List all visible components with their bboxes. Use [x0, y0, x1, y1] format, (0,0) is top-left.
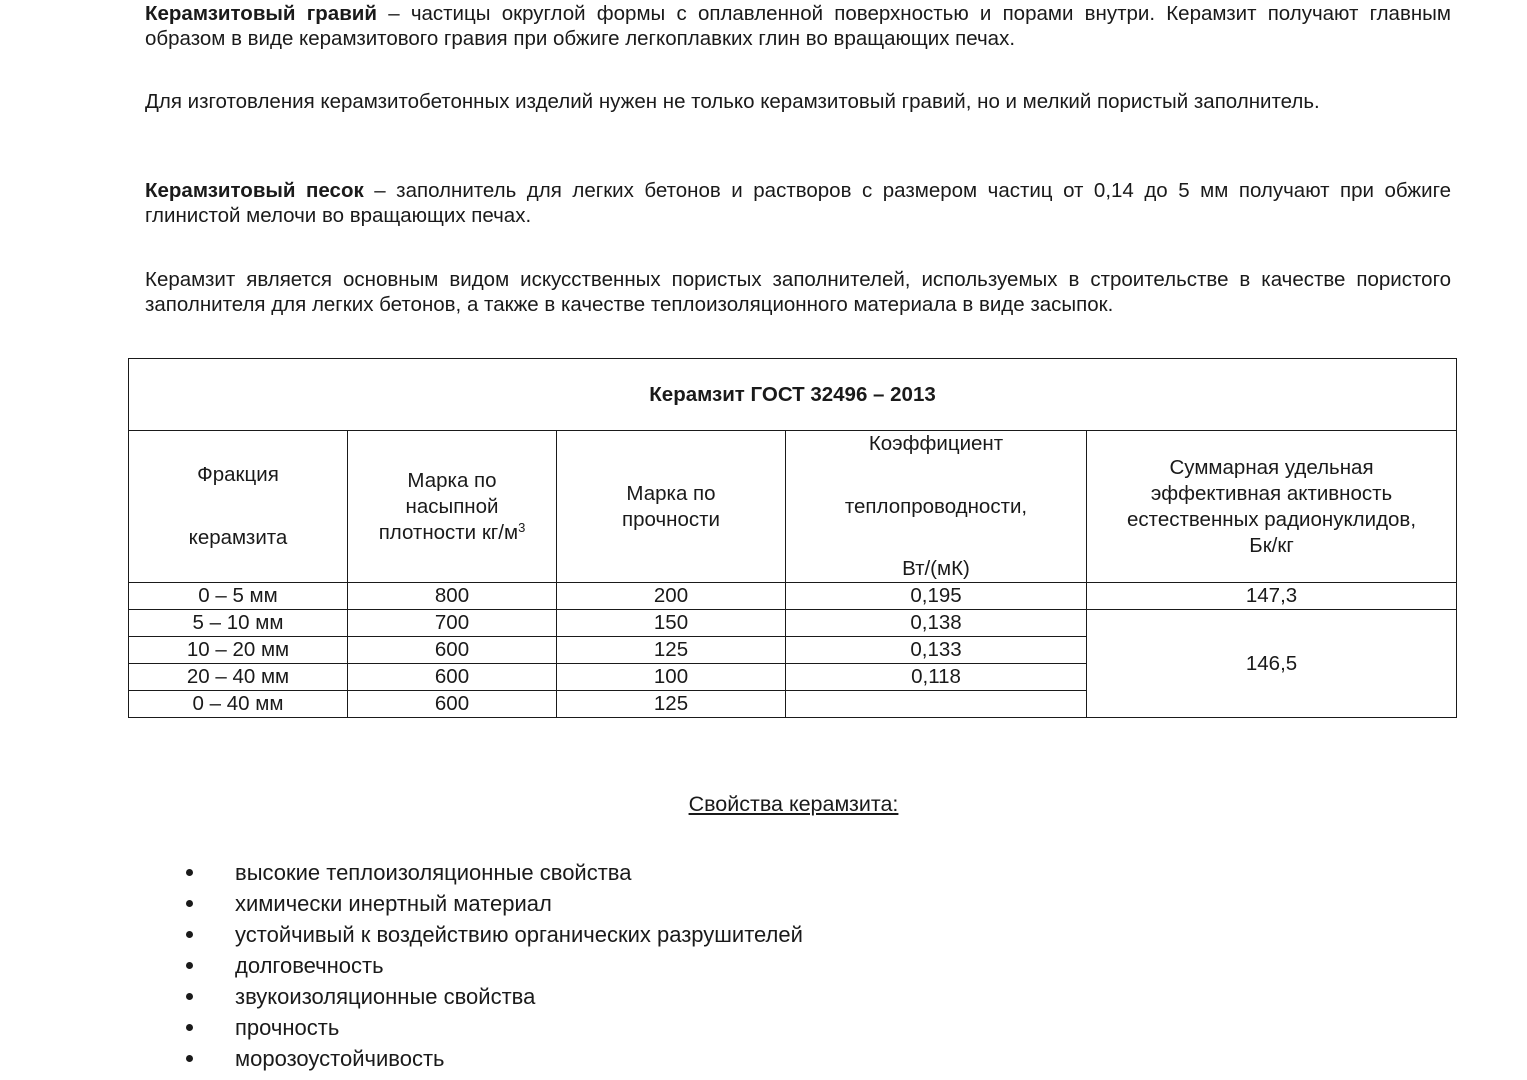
paragraph-claydite	[145, 267, 1451, 317]
bullet-icon	[186, 931, 193, 938]
properties-title: Свойства керамзита:	[688, 792, 899, 816]
cell-density: 800	[348, 583, 557, 610]
header-activity	[1087, 431, 1457, 583]
header-strength-line2: прочности	[622, 507, 720, 531]
header-activity-line4: Бк/кг	[1249, 533, 1294, 557]
header-conductivity-line3: Вт/(мК)	[902, 557, 970, 580]
header-conductivity	[786, 431, 1087, 583]
cell-density: 600	[348, 664, 557, 691]
list-item-text: долговечность	[235, 953, 384, 978]
table-title: Керамзит ГОСТ 32496 – 2013	[129, 359, 1457, 431]
cell-conductivity	[786, 691, 1087, 718]
paragraph-claydite-text: Керамзит является основным видом искусственных пористых заполнителей, используемых в строительстве в качестве пористого заполнителя для легких бетонов, а также в качестве теплоизоляционного материала в виде засыпок.	[145, 268, 1451, 316]
cell-fraction: 5 – 10 мм	[129, 610, 348, 637]
header-activity-line3: естественных радионуклидов,	[1127, 507, 1417, 531]
paragraph-filler-text: Для изготовления керамзитобетонных изделий нужен не только керамзитовый гравий, но и мелкий пористый заполнитель.	[145, 90, 1320, 113]
cell-fraction: 0 – 40 мм	[129, 691, 348, 718]
header-conductivity-line2: теплопроводности,	[844, 495, 1028, 518]
cell-conductivity: 0,138	[786, 610, 1087, 637]
header-activity-line2: эффективная активность	[1150, 481, 1393, 505]
list-item-text: звукоизоляционные свойства	[235, 984, 536, 1009]
header-fraction	[129, 431, 348, 583]
term-gravel: Керамзитовый гравий	[145, 2, 378, 25]
cell-density: 600	[348, 637, 557, 664]
header-strength	[557, 431, 786, 583]
bullet-icon	[186, 869, 193, 876]
header-density-sup: 3	[518, 519, 526, 535]
cell-strength: 200	[557, 583, 786, 610]
header-strength-line1: Марка по	[626, 481, 716, 505]
header-density-line3: плотности кг/м	[378, 520, 519, 544]
cell-conductivity: 0,118	[786, 664, 1087, 691]
list-item-text: морозоустойчивость	[235, 1046, 445, 1071]
gost-table	[128, 358, 1457, 718]
list-item	[183, 1012, 803, 1043]
list-item-text: прочность	[235, 1015, 340, 1040]
table-row	[129, 583, 1457, 610]
cell-density: 600	[348, 691, 557, 718]
list-item-text: устойчивый к воздействию органических разрушителей	[235, 922, 803, 947]
paragraph-sand-text: – заполнитель для легких бетонов и растворов с размером частиц от 0,14 до 5 мм получают при обжиге глинистой мелочи во вращающих печах.	[145, 179, 1451, 227]
cell-strength: 125	[557, 691, 786, 718]
list-item	[183, 1043, 803, 1074]
bullet-icon	[186, 1024, 193, 1031]
cell-fraction: 0 – 5 мм	[129, 583, 348, 610]
paragraph-sand	[145, 178, 1451, 228]
header-density-line2: насыпной	[405, 494, 499, 518]
bullet-icon	[186, 962, 193, 969]
header-fraction-line1: Фракция	[197, 463, 279, 486]
cell-fraction: 10 – 20 мм	[129, 637, 348, 664]
header-conductivity-line1: Коэффициент	[868, 432, 1004, 455]
list-item	[183, 857, 803, 888]
list-item-text: высокие теплоизоляционные свойства	[235, 860, 632, 885]
list-item	[183, 919, 803, 950]
header-fraction-line2: керамзита	[188, 526, 288, 549]
term-sand: Керамзитовый песок	[145, 179, 364, 202]
bullet-icon	[186, 900, 193, 907]
paragraph-gravel	[145, 1, 1451, 51]
header-activity-line1: Суммарная удельная	[1169, 455, 1374, 479]
cell-activity: 147,3	[1087, 583, 1457, 610]
header-density	[348, 431, 557, 583]
list-item-text: химически инертный материал	[235, 891, 552, 916]
properties-list	[183, 857, 803, 1074]
list-item	[183, 981, 803, 1012]
table-row	[129, 610, 1457, 637]
bullet-icon	[186, 993, 193, 1000]
cell-fraction: 20 – 40 мм	[129, 664, 348, 691]
cell-conductivity: 0,195	[786, 583, 1087, 610]
list-item	[183, 950, 803, 981]
table-header-row	[129, 431, 1457, 583]
list-item	[183, 888, 803, 919]
cell-conductivity: 0,133	[786, 637, 1087, 664]
cell-strength: 100	[557, 664, 786, 691]
header-density-line1: Марка по	[407, 468, 497, 492]
paragraph-filler	[145, 89, 1451, 114]
paragraph-gravel-text: – частицы округлой формы с оплавленной поверхностью и порами внутри. Керамзит получают главным образом в виде керамзитового гравия при обжиге легкоплавких глин во вращающих печах.	[145, 2, 1451, 50]
cell-strength: 150	[557, 610, 786, 637]
cell-density: 700	[348, 610, 557, 637]
cell-activity-merged: 146,5	[1087, 610, 1457, 718]
bullet-icon	[186, 1055, 193, 1062]
cell-strength: 125	[557, 637, 786, 664]
